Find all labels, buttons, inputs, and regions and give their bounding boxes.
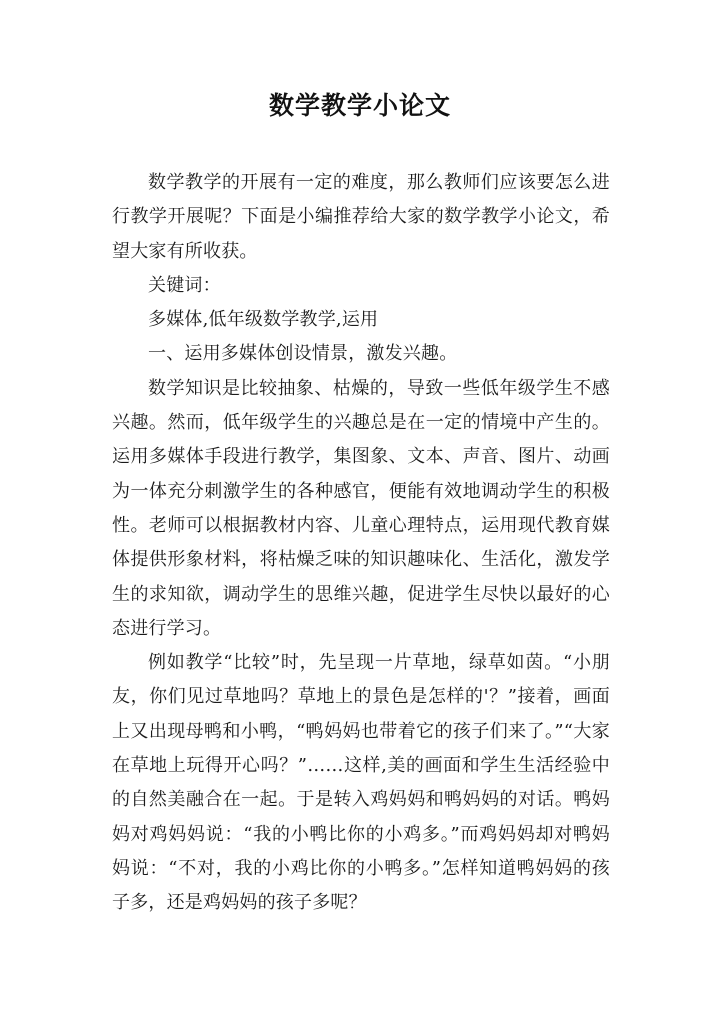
keywords-list: 多媒体,低年级数学教学,运用 xyxy=(148,309,379,331)
body-paragraph: 数学知识是比较抽象、枯燥的，导致一些低年级学生不感兴趣。然而，低年级学生的兴趣总是在一定的情境中产生的。运用多媒体手段进行教学，集图象、文本、声音、图片、动画为一体充分刺激学生的各种感官，便能有效地调动学生的积极性。老师可以根据教材内容、儿童心理特点，运用现代教育媒体提供形象材料，将枯燥乏味的知识趣味化、生活化，激发学生的求知欲，调动学生的思维兴趣，促进学生尽快以最好的心态进行学习。 xyxy=(112,377,610,639)
document-title: 数学教学小论文 xyxy=(268,91,451,120)
document-body xyxy=(112,166,610,921)
intro-paragraph: 数学教学的开展有一定的难度，那么教师们应该要怎么进行教学开展呢？下面是小编推荐给大家的数学教学小论文，希望大家有所收获。 xyxy=(112,172,610,262)
section-heading: 一、运用多媒体创设情景，激发兴趣。 xyxy=(148,343,458,365)
keywords-label: 关键词： xyxy=(148,274,221,296)
body-paragraph: 例如教学“比较”时，先呈现一片草地，绿草如茵。“小朋友，你们见过草地吗？草地上的景色是怎样的'？”接着，画面上又出现母鸭和小鸭，“鸭妈妈也带着它的孩子们来了。”“大家在草地上玩得开心吗？”……这样,美的画面和学生生活经验中的自然美融合在一起。于是转入鸡妈妈和鸭妈妈的对话。鸭妈妈对鸡妈妈说：“我的小鸭比你的小鸡多。”而鸡妈妈却对鸭妈妈说：“不对，我的小鸡比你的小鸭多。”怎样知道鸭妈妈的孩子多，还是鸡妈妈的孩子多呢？ xyxy=(112,652,610,914)
